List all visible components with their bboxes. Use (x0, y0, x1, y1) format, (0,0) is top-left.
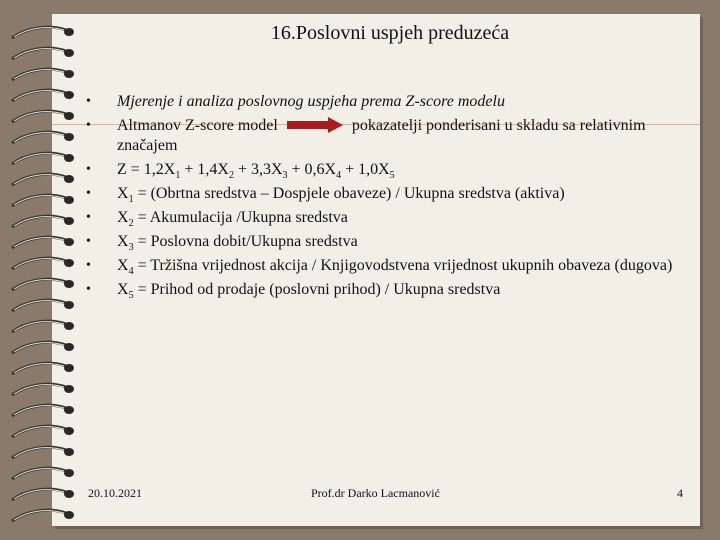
binding-ring (12, 342, 74, 353)
binding-ring (12, 384, 74, 395)
bullet-dot: • (86, 162, 91, 177)
bullet-item (78, 184, 683, 204)
binding-ring (12, 153, 74, 164)
binding-ring (12, 237, 74, 248)
bullet-text: Mjerenje i analiza poslovnog uspjeha prema Z-score modelu (117, 93, 505, 110)
bullet-text: Altmanov Z-score model (117, 117, 278, 134)
binding-ring (12, 489, 74, 500)
slide-title: 16.Poslovni uspjeh preduzeća (270, 22, 510, 44)
formula-x5: $X_5$ = Prihod od prodaje (poslovni prihod) / Ukupna sredstva (117, 281, 501, 302)
bullet-dot: • (86, 210, 91, 225)
bullet-item (78, 160, 683, 180)
bullet-item (78, 116, 683, 156)
formula-x3: $X_3$ = Poslovna dobit/Ukupna sredstva (117, 233, 358, 254)
footer-page-number: 4 (677, 486, 683, 500)
binding-ring (12, 426, 74, 437)
footer-author: Prof.dr Darko Lacmanović (311, 486, 440, 500)
bullet-dot: • (86, 94, 91, 109)
bullet-text: pokazatelji ponderisani u skladu sa relativnim značajem (117, 117, 646, 154)
binding-ring (12, 111, 74, 122)
bullet-item (78, 232, 683, 252)
bullet-dot: • (86, 258, 91, 273)
bullet-dot: • (86, 234, 91, 249)
bullet-list (78, 92, 683, 304)
binding-ring (12, 132, 74, 143)
bullet-item (78, 208, 683, 228)
bullet-item (78, 92, 683, 112)
binding-ring (12, 195, 74, 206)
binding-ring (12, 279, 74, 290)
binding-ring (12, 90, 74, 101)
formula-z: $Z = 1,2X_1 + 1,4X_2 + 3,3X_3 + 0,6X_4 + 1,0X_5$ (117, 161, 395, 182)
binding-ring (12, 174, 74, 185)
binding-ring (12, 363, 74, 374)
bullet-item (78, 256, 683, 276)
binding-ring (12, 48, 74, 59)
footer-date: 20.10.2021 (88, 486, 142, 500)
right-arrow-icon (286, 117, 344, 133)
binding-ring (12, 468, 74, 479)
binding-ring (12, 510, 74, 521)
binding-ring (12, 300, 74, 311)
binding-ring (12, 321, 74, 332)
formula-x4: $X_4$ = Tržišna vrijednost akcija / Knjigovodstvena vrijednost ukupnih obaveza (dugova) (117, 257, 673, 278)
formula-x2: $X_2$ = Akumulacija /Ukupna sredstva (117, 209, 348, 230)
binding-ring (12, 258, 74, 269)
binding-ring (12, 216, 74, 227)
binding-ring (12, 447, 74, 458)
bullet-dot: • (86, 186, 91, 201)
binding-ring (12, 405, 74, 416)
spiral-binding (6, 18, 76, 528)
bullet-dot: • (86, 118, 91, 133)
bullet-item (78, 280, 683, 300)
bullet-dot: • (86, 282, 91, 297)
formula-x1: $X_1$ = (Obrtna sredstva – Dospjele obaveze) / Ukupna sredstva (aktiva) (117, 185, 565, 206)
binding-ring (12, 69, 74, 80)
